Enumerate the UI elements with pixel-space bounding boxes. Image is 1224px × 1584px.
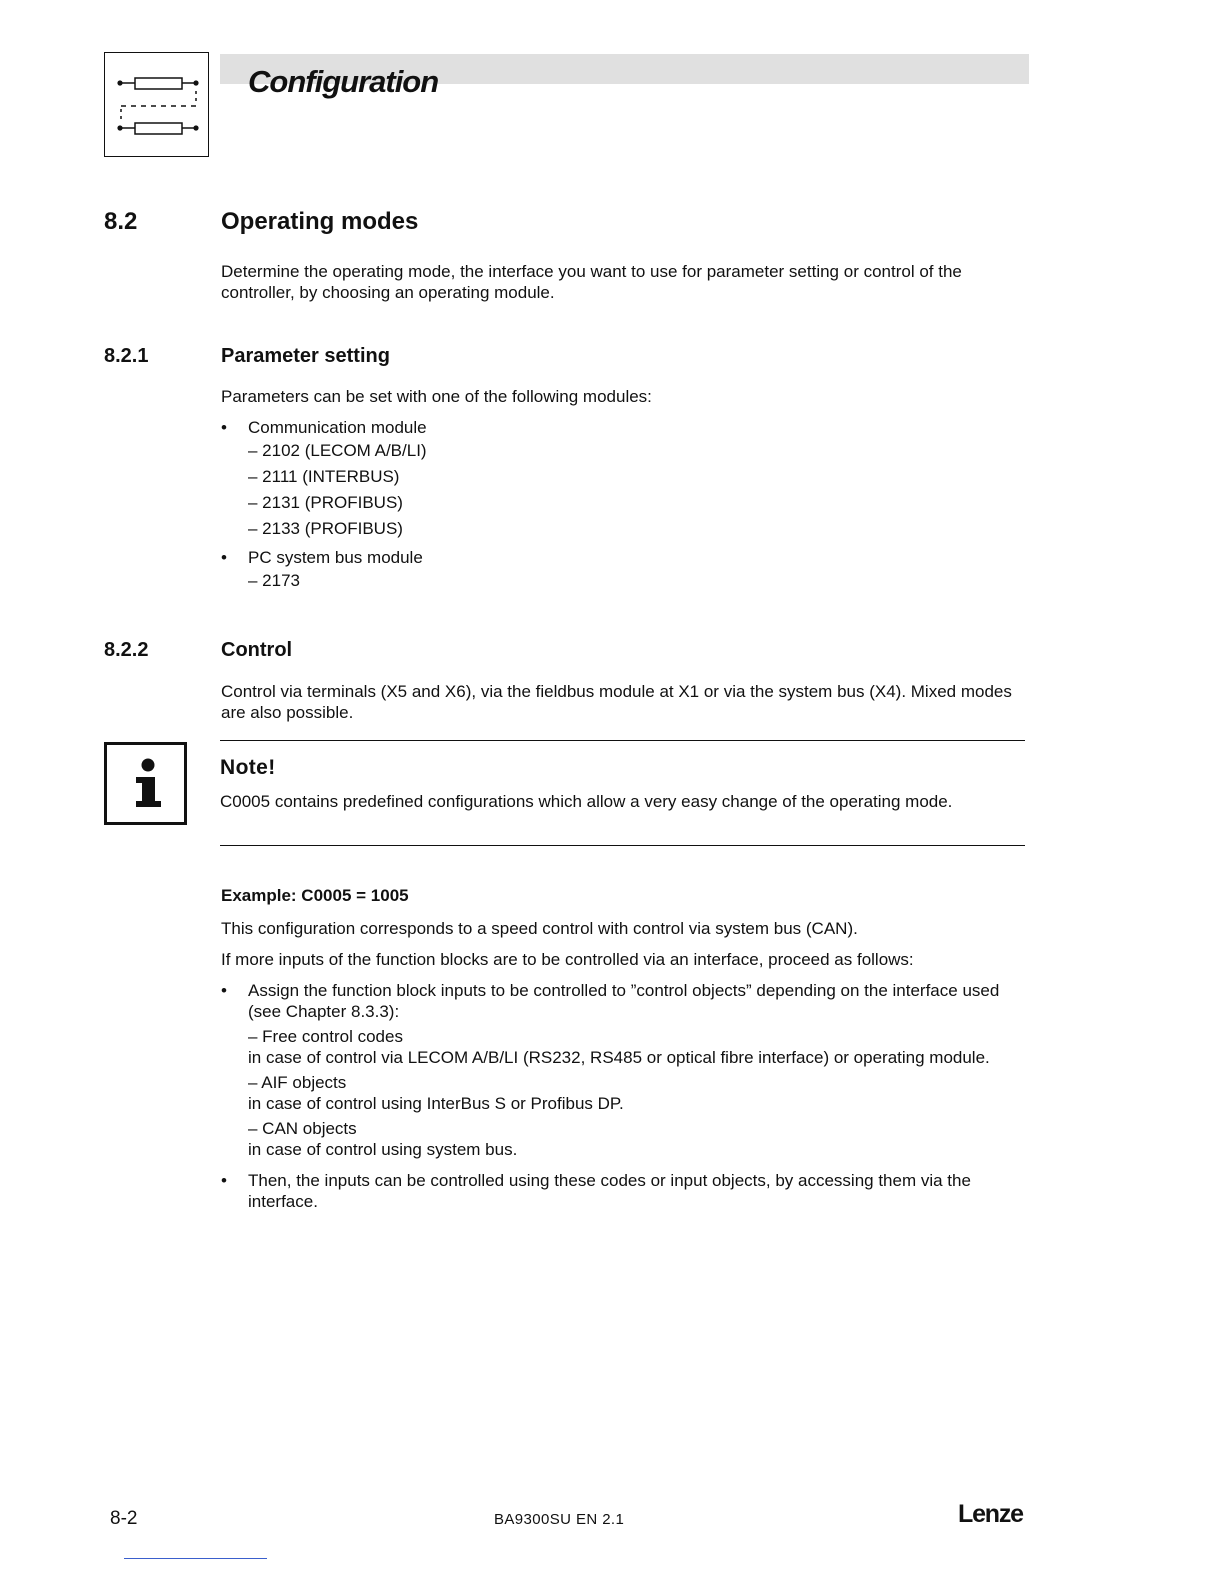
sub-item-title: – Free control codes (248, 1027, 403, 1046)
section-intro: Determine the operating mode, the interface you want to use for parameter setting or control of the controller, by choosing an operating module. (221, 262, 962, 302)
bullet-text: • Then, the inputs can be controlled using these codes or input objects, by accessing them via the interface. (248, 1171, 971, 1211)
info-icon (104, 742, 187, 825)
example-line: If more inputs of the function blocks are to be controlled via an interface, proceed as follows: (221, 950, 914, 969)
bullet-label: • Communication module (248, 418, 427, 437)
parameter-setting-content (221, 386, 1021, 594)
example-heading: Example: C0005 = 1005 (221, 886, 409, 905)
page-title: Configuration (248, 64, 439, 99)
list-item (221, 980, 1036, 1160)
subsection-title-parameter-setting: Parameter setting (221, 345, 390, 367)
bullet-label: • PC system bus module (248, 548, 423, 567)
bullet-text: • Assign the function block inputs to be controlled to ”control objects” depending on the interface used (see Chapter 8.3.3): (248, 981, 1000, 1021)
sub-item-desc: in case of control using system bus. (248, 1140, 518, 1159)
brand-logo: Lenze (958, 1500, 1023, 1528)
parameter-setting-intro: Parameters can be set with one of the following modules: (221, 387, 652, 406)
subsection-number-control: 8.2.2 (104, 639, 149, 661)
note-bottom-divider (220, 845, 1025, 846)
configuration-schematic-icon (104, 52, 209, 157)
note-text: C0005 contains predefined configurations which allow a very easy change of the operating mode. (220, 792, 953, 811)
note-top-divider (220, 740, 1025, 741)
list-subitem: – 2133 (PROFIBUS) (248, 519, 403, 538)
sub-item (248, 1026, 1036, 1068)
sub-item-desc: in case of control via LECOM A/B/LI (RS232, RS485 or optical fibre interface) or operating module. (248, 1048, 990, 1067)
note-title: Note! (220, 756, 276, 779)
sub-item (248, 1118, 1036, 1160)
list-subitem: – 2102 (LECOM A/B/LI) (248, 441, 427, 460)
sub-item-desc: in case of control using InterBus S or Profibus DP. (248, 1094, 624, 1113)
list-item (221, 417, 1021, 542)
list-item (221, 1170, 1036, 1212)
document-id: BA9300SU EN 2.1 (494, 1511, 625, 1528)
sub-item-title: – CAN objects (248, 1119, 357, 1138)
list-subitem: – 2173 (248, 571, 300, 590)
subsection-title-control: Control (221, 639, 293, 661)
subsection-number-parameter-setting: 8.2.1 (104, 345, 149, 367)
example-line: This configuration corresponds to a speed control with control via system bus (CAN). (221, 919, 858, 938)
example-content (221, 918, 1036, 1212)
list-subitem: – 2111 (INTERBUS) (248, 467, 400, 486)
list-item (221, 547, 1021, 594)
sub-item (248, 1072, 1036, 1114)
footer-link-underline (124, 1558, 267, 1559)
section-title: Operating modes (221, 208, 419, 235)
sub-item-title: – AIF objects (248, 1073, 347, 1092)
page-number: 8-2 (110, 1508, 138, 1529)
section-number: 8.2 (104, 208, 138, 235)
control-intro: Control via terminals (X5 and X6), via the fieldbus module at X1 or via the system bus (X4). Mixed modes are also possible. (221, 682, 1012, 722)
list-subitem: – 2131 (PROFIBUS) (248, 493, 403, 512)
